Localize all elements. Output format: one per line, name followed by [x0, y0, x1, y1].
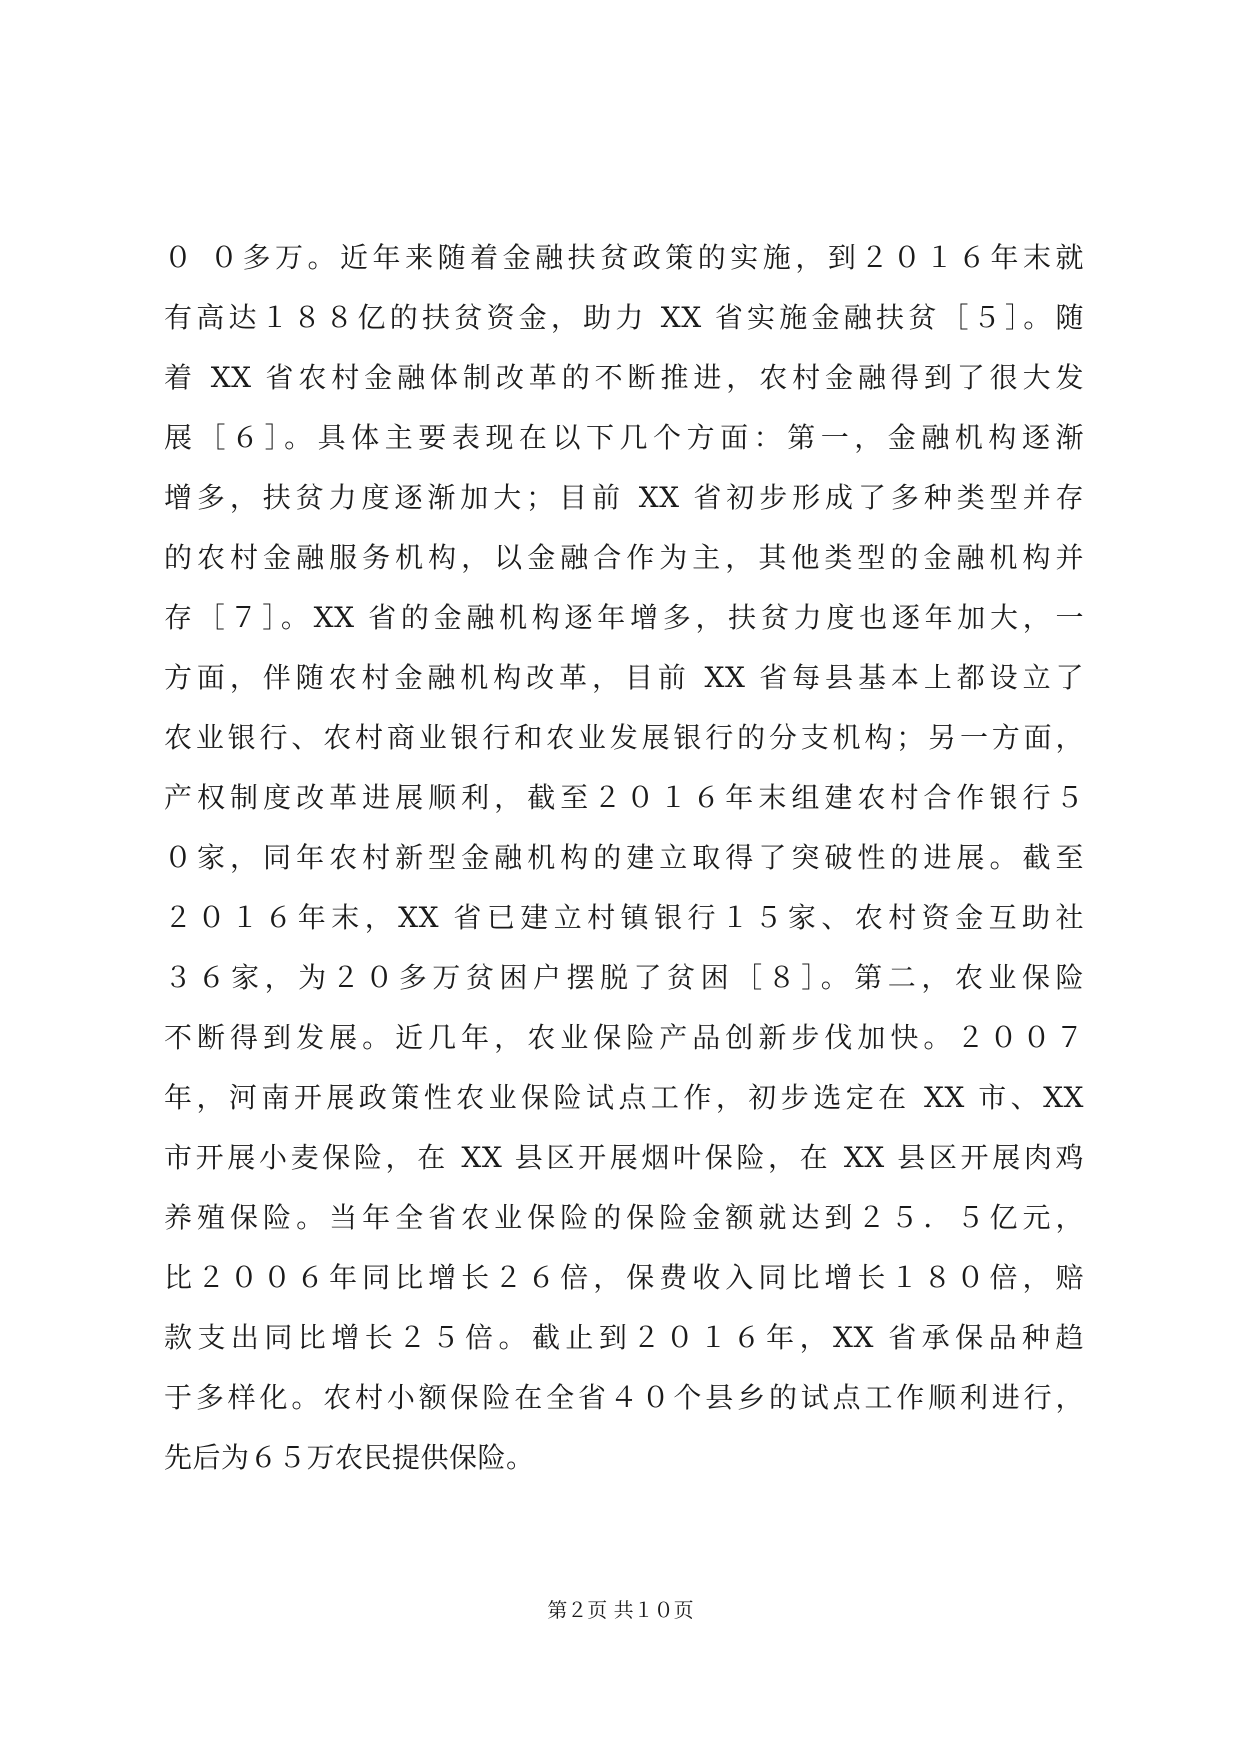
- text-line-12: ２０１６年末，XX 省已建立村镇银行１５家、农村资金互助社: [164, 901, 1084, 934]
- text-line-8: 方面，伴随农村金融机构改革，目前 XX 省每县基本上都设立了: [164, 661, 1084, 694]
- text-line-2: 有高达１８８亿的扶贫资金，助力 XX 省实施金融扶贫［５］。随: [164, 301, 1084, 334]
- text-line-6: 的农村金融服务机构，以金融合作为主，其他类型的金融机构并: [164, 541, 1084, 574]
- text-line-18: 比２００６年同比增长２６倍，保费收入同比增长１８０倍，赔: [164, 1261, 1084, 1294]
- text-line-5: 增多，扶贫力度逐渐加大；目前 XX 省初步形成了多种类型并存: [164, 481, 1084, 514]
- text-line-15: 年，河南开展政策性农业保险试点工作，初步选定在 XX 市、XX: [164, 1081, 1084, 1114]
- body-paragraph: [164, 228, 1084, 1488]
- page-number-label: 第２页 共１０页: [547, 1598, 694, 1622]
- text-line-9: 农业银行、农村商业银行和农业发展银行的分支机构；另一方面，: [164, 721, 1084, 754]
- text-line-1: ０ ０多万。近年来随着金融扶贫政策的实施，到２０１６年末就: [164, 241, 1084, 274]
- text-line-13: ３６家，为２０多万贫困户摆脱了贫困［８］。第二，农业保险: [164, 961, 1084, 994]
- text-line-20: 于多样化。农村小额保险在全省４０个县乡的试点工作顺利进行，: [164, 1381, 1084, 1414]
- text-line-10: 产权制度改革进展顺利，截至２０１６年末组建农村合作银行５: [164, 781, 1084, 814]
- text-line-14: 不断得到发展。近几年，农业保险产品创新步伐加快。２００７: [164, 1021, 1084, 1054]
- text-line-3: 着 XX 省农村金融体制改革的不断推进，农村金融得到了很大发: [164, 361, 1084, 394]
- text-line-17: 养殖保险。当年全省农业保险的保险金额就达到２５．５亿元，: [164, 1201, 1084, 1234]
- text-line-7: 存［７］。XX 省的金融机构逐年增多，扶贫力度也逐年加大，一: [164, 601, 1084, 634]
- text-line-4: 展［６］。具体主要表现在以下几个方面：第一，金融机构逐渐: [164, 421, 1084, 454]
- text-line-11: ０家，同年农村新型金融机构的建立取得了突破性的进展。截至: [164, 841, 1084, 874]
- text-line-16: 市开展小麦保险，在 XX 县区开展烟叶保险，在 XX 县区开展肉鸡: [164, 1141, 1084, 1174]
- text-line-19: 款支出同比增长２５倍。截止到２０１６年，XX 省承保品种趋: [164, 1321, 1084, 1354]
- text-line-21: 先后为６５万农民提供保险。: [164, 1441, 535, 1474]
- page-footer: [0, 1596, 1241, 1624]
